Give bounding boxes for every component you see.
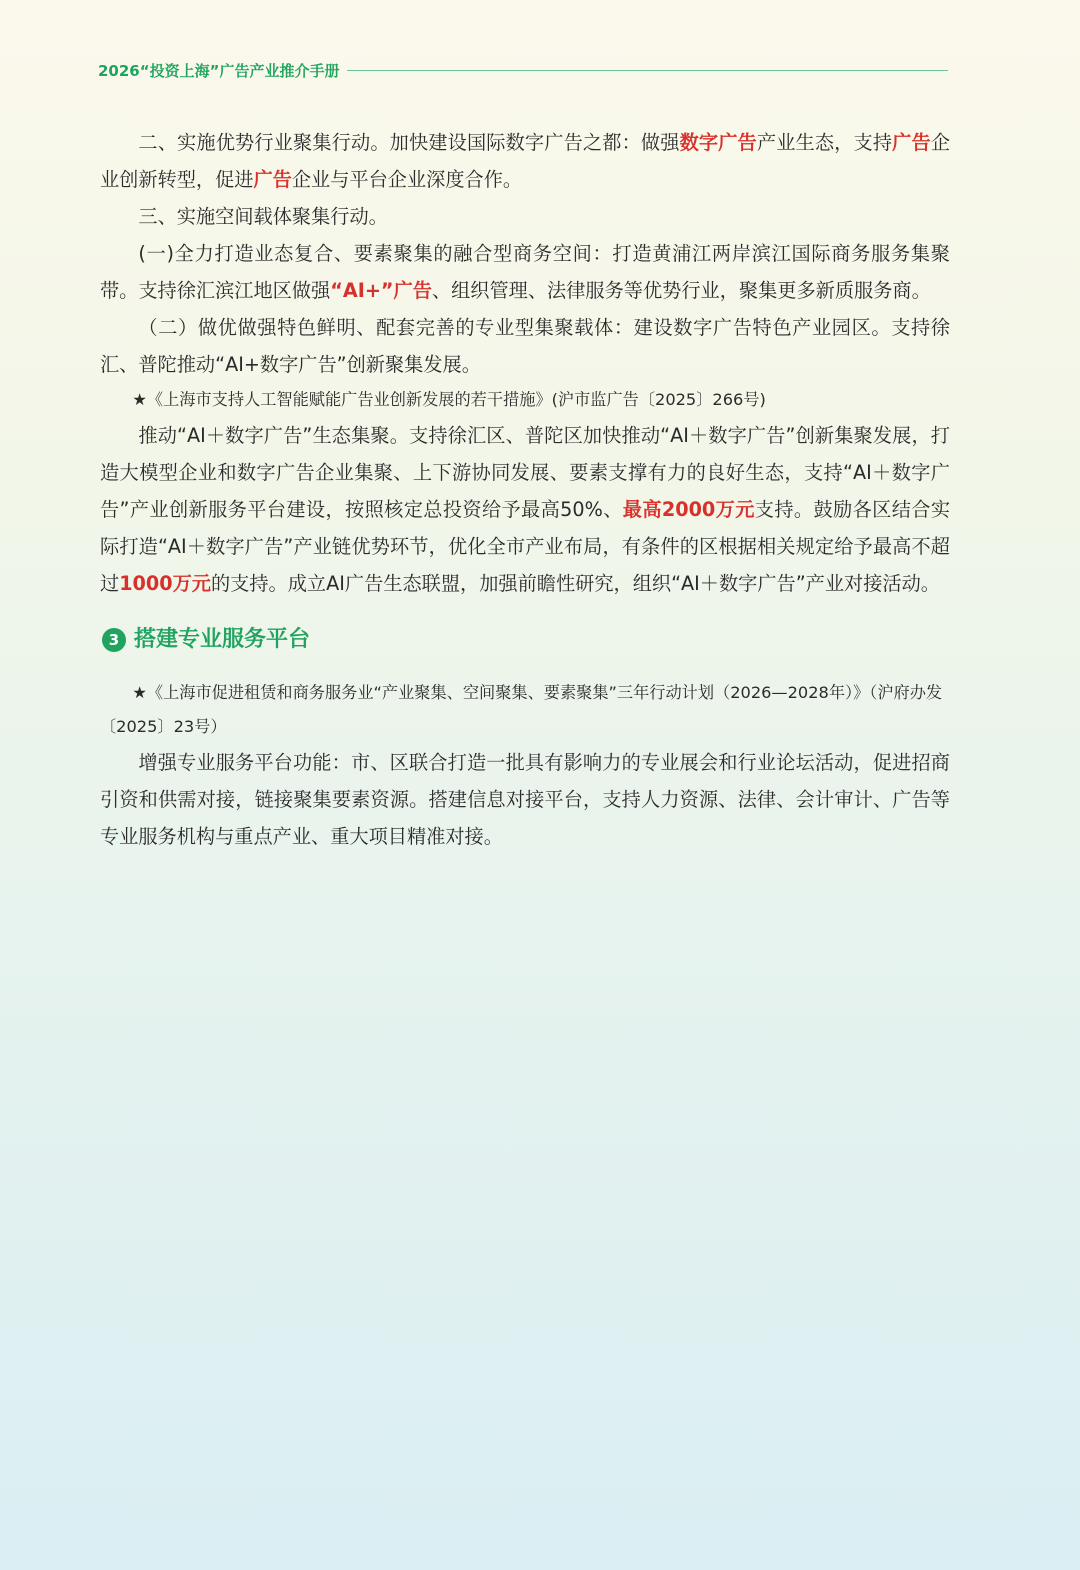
paragraph-space-action: 三、实施空间载体聚集行动。 <box>138 205 388 228</box>
text-run: 的支持。成立AI广告生态联盟，加强前瞻性研究，组织“AI＋数字广告”产业对接活动。 <box>210 572 940 595</box>
text-run: 企业创新转型，促进 <box>100 131 951 191</box>
text-run: 二、实施优势行业聚集行动。加快建设国际数字广告之都：做强 <box>138 131 680 154</box>
text-run: 产业生态，支持 <box>756 131 893 154</box>
highlight-ai-ad: “AI+”广告 <box>330 279 432 302</box>
policy-source-2: ★《上海市促进租赁和商务服务业“产业聚集、空间聚集、要素聚集”三年行动计划（2026—2028年）》（沪府办发〔2025〕23号） <box>100 683 943 736</box>
section-heading <box>100 622 950 658</box>
text-run: 支持。鼓励各区结合实际打造“AI＋数字广告”产业链优势环节，优化全市产业布局，有条件的区根据相关规定给予最高不超过 <box>100 498 951 595</box>
paragraph-business-space <box>100 235 950 309</box>
document-body <box>100 124 950 855</box>
highlight-ad: 广告 <box>253 168 292 191</box>
text-run: 推动“AI＋数字广告”生态集聚。支持徐汇区、普陀区加快推动“AI＋数字广告”创新集聚发展，打造大模型企业和数字广告企业集聚、上下游协同发展、要素支撑有力的良好生态，支持“AI＋数字广告”产业创新服务平台建设，按照核定总投资给予最高50%、 <box>100 424 950 521</box>
header-divider <box>347 70 948 71</box>
paragraph-professional-carrier: （二）做优做强特色鲜明、配套完善的专业型集聚载体：建设数字广告特色产业园区。支持徐汇、普陀推动“AI+数字广告”创新聚集发展。 <box>100 316 950 376</box>
text-run: 、组织管理、法律服务等优势行业，聚集更多新质服务商。 <box>431 279 931 302</box>
highlight-digital-ad: 数字广告 <box>679 131 757 154</box>
text-run: 企业与平台企业深度合作。 <box>291 168 523 191</box>
paragraph-industry-cluster <box>100 124 950 198</box>
section-number-badge: 3 <box>102 628 126 652</box>
section-title: 搭建专业服务平台 <box>134 627 311 652</box>
highlight-10m: 1000万元 <box>119 572 211 595</box>
page-header <box>98 58 948 82</box>
paragraph-service-platform: 增强专业服务平台功能：市、区联合打造一批具有影响力的专业展会和行业论坛活动，促进招商引资和供需对接，链接聚集要素资源。搭建信息对接平台，支持人力资源、法律、会计审计、广告等专业服务机构与重点产业、重大项目精准对接。 <box>100 751 950 848</box>
text-run: (一)全力打造业态复合、要素聚集的融合型商务空间：打造黄浦江两岸滨江国际商务服务集聚带。支持徐汇滨江地区做强 <box>100 242 950 302</box>
paragraph-ai-digital-ad <box>100 417 950 602</box>
policy-source-1: ★《上海市支持人工智能赋能广告业创新发展的若干措施》(沪市监广告〔2025〕266号) <box>132 390 766 409</box>
highlight-ad: 广告 <box>892 131 931 154</box>
handbook-title: 2026“投资上海”广告产业推介手册 <box>98 61 340 80</box>
highlight-20m: 最高2000万元 <box>622 498 755 521</box>
